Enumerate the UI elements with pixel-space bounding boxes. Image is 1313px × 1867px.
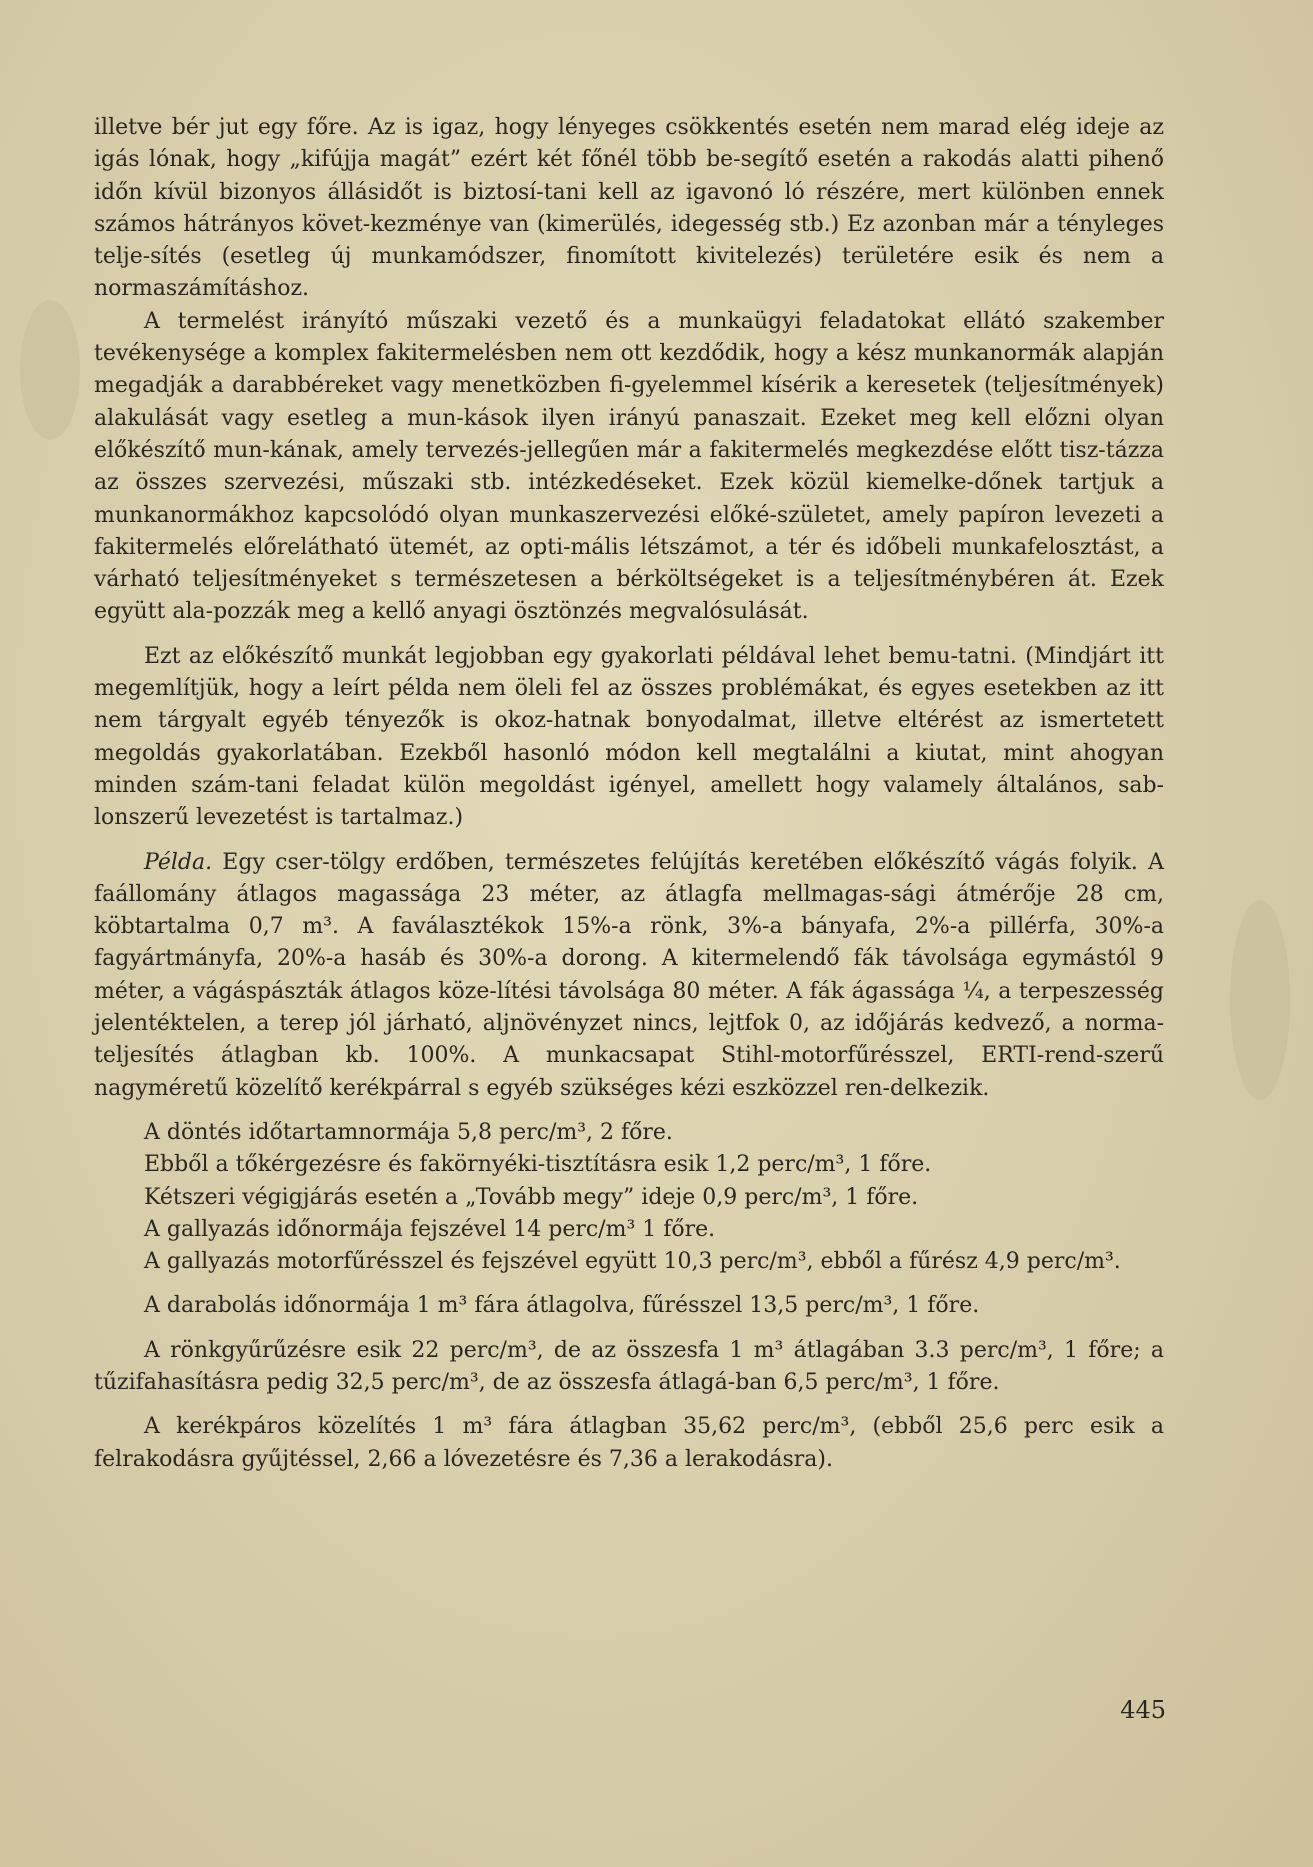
page-number: 445 xyxy=(1120,1696,1166,1724)
paragraph-2: A termelést irányító műszaki vezető és a munkaügyi feladatokat ellátó szakember tevékenysége a komplex fakitermelésben nem ott kezdődik, hogy a kész munkanormák alapján megadják a darabbéreket vagy menetközben fi-gyelemmel kísérik a keresetek (teljesítmények) alakulását vagy esetleg a mun-kások ilyen irányú panaszait. Ezeket meg kell előzni olyan előkészítő mun-kának, amely tervezés-jellegűen már a fakitermelés megkezdése előtt tisz-tázza az összes szervezési, műszaki stb. intézkedéseket. Ezek közül kiemelke-dőnek tartjuk a munkanormákhoz kapcsolódó olyan munkaszervezési előké-születet, amely papíron levezeti a fakitermelés előrelátható ütemét, az opti-mális létszámot, a tér és időbeli munkafelosztást, a várható teljesítményeket s természetesen a bérköltségeket is a teljesítménybéren át. Ezek együtt ala-pozzák meg a kellő anyagi ösztönzés megvalósulását. xyxy=(94,308,1164,625)
example-label: Példa. xyxy=(144,849,213,875)
paper-stain xyxy=(20,300,80,440)
paragraph-1: illetve bér jut egy főre. Az is igaz, hogy lényeges csökkentés esetén nem marad elég ideje az igás lónak, hogy „kifújja magát” ezért két főnél több be-segítő esetén a rakodás alatti pihenő időn kívül bizonyos állásidőt is biztosí-tani kell az igavonó ló részére, mert különben ennek számos hátrányos követ-kezménye van (kimerülés, idegesség stb.) Ez azonban már a tényleges telje-sítés (esetleg új munkamódszer, finomított kivitelezés) területére esik és nem a normaszámításhoz. xyxy=(94,115,1164,302)
paper-stain xyxy=(1230,900,1290,1100)
calc-line: Kétszeri végigjárás esetén a „Tovább megy” ideje 0,9 perc/m³, 1 főre. xyxy=(144,1184,919,1210)
calc-paragraph: A darabolás időnormája 1 m³ fára átlagolva, fűrésszel 13,5 perc/m³, 1 főre. xyxy=(144,1293,980,1319)
calculation-list xyxy=(94,1117,1164,1476)
body-text xyxy=(94,112,1164,1476)
example-text: Egy cser-tölgy erdőben, természetes felújítás keretében előkészítő vágás folyik. A faállomány átlagos magassága 23 méter, az átlagfa mellmagas-sági átmérője 28 cm, köbtartalma 0,7 m³. A faválasztékok 15%-a rönk, 3%-a bányafa, 2%-a pillérfa, 30%-a fagyártmányfa, 20%-a hasáb és 30%-a dorong. A kitermelendő fák távolsága egymástól 9 méter, a vágáspászták átlagos köze-lítési távolsága 80 méter. A fák ágassága ¼, a terpeszesség jelentéktelen, a terep jól járható, aljnövényzet nincs, lejtfok 0, az időjárás kedvező, a norma-teljesítés átlagban kb. 100%. A munkacsapat Stihl-motorfűrésszel, ERTI-rend-szerű nagyméretű közelítő kerékpárral s egyéb szükséges kézi eszközzel ren-delkezik. xyxy=(94,849,1164,1101)
paragraph-3: Ezt az előkészítő munkát legjobban egy gyakorlati példával lehet bemu-tatni. (Mindjárt itt megemlítjük, hogy a leírt példa nem öleli fel az összes problémákat, és egyes esetekben az itt nem tárgyalt egyéb tényezők is okoz-hatnak bonyodalmat, illetve eltérést az ismertetett megoldás gyakorlatában. Ezekből hasonló módon kell megtalálni a kiutat, mint ahogyan minden szám-tani feladat külön megoldást igényel, amellett hogy valamely általános, sab-lonszerű levezetést is tartalmaz.) xyxy=(94,643,1164,831)
calc-paragraph: A kerékpáros közelítés 1 m³ fára átlagban 35,62 perc/m³, (ebből 25,6 perc esik a felrakodásra gyűjtéssel, 2,66 a lóvezetésre és 7,36 a lerakodásra). xyxy=(94,1414,1164,1472)
calc-paragraph: A rönkgyűrűzésre esik 22 perc/m³, de az összesfa 1 m³ átlagában 3.3 perc/m³, 1 főre; a tűzifahasításra pedig 32,5 perc/m³, de az összesfa átlagá-ban 6,5 perc/m³, 1 főre. xyxy=(94,1337,1164,1395)
calc-line: A döntés időtartamnormája 5,8 perc/m³, 2 főre. xyxy=(144,1119,673,1145)
calc-line: A gallyazás időnormája fejszével 14 perc/m³ 1 főre. xyxy=(144,1216,716,1242)
calc-paragraph: A gallyazás motorfűrésszel és fejszével együtt 10,3 perc/m³, ebből a fűrész 4,9 perc/m³. xyxy=(144,1249,1121,1275)
example-paragraph xyxy=(94,847,1164,1105)
calc-line: Ebből a tőkérgezésre és fakörnyéki-tisztításra esik 1,2 perc/m³, 1 főre. xyxy=(144,1152,932,1178)
